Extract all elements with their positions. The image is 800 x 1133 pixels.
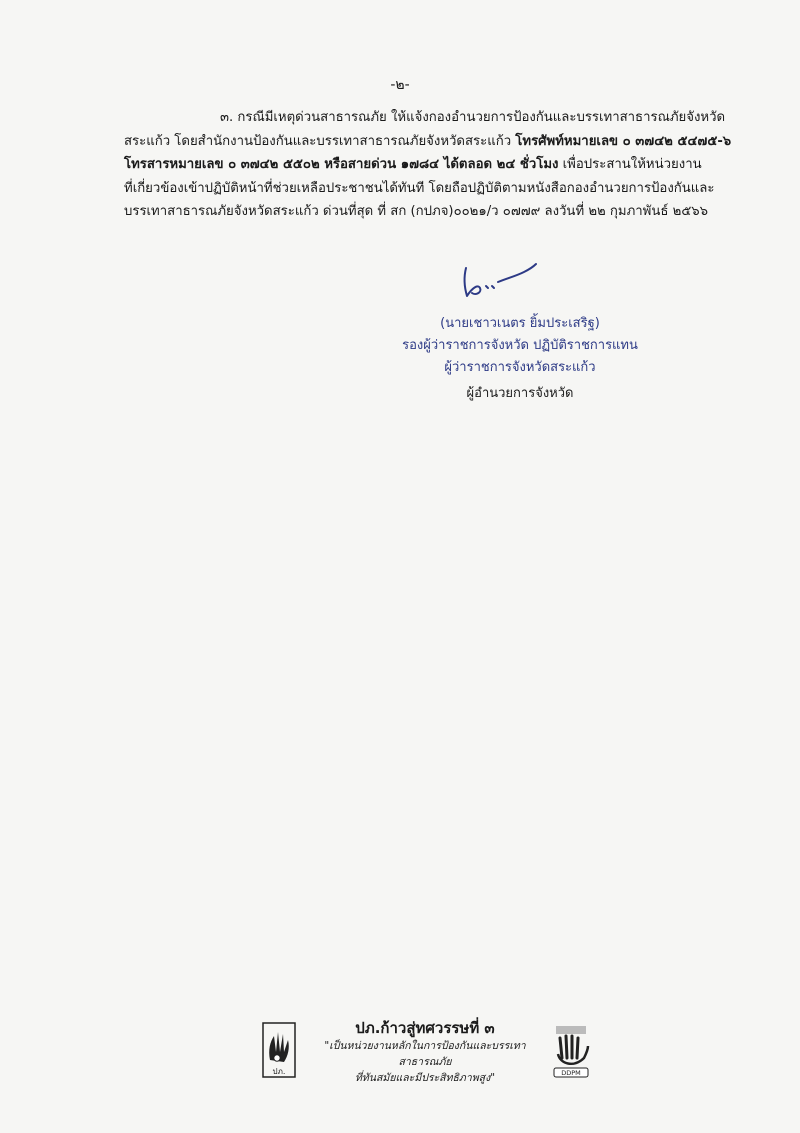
authority-title: ผู้อำนวยการจังหวัด xyxy=(466,386,574,401)
ddpm-emblem-icon xyxy=(550,1024,592,1078)
page-number: -๒- xyxy=(390,77,410,93)
fax-hotline-text: โทรสารหมายเลข ๐ ๓๗๔๒ ๕๕๐๒ หรือสายด่วน ๑๗๘๔ ได้ตลอด ๒๔ ชั่วโมง xyxy=(124,157,559,173)
svg-text:DDPM: DDPM xyxy=(561,1069,581,1077)
slogan xyxy=(302,1018,548,1086)
paragraph-line-5: บรรเทาสาธารณภัยจังหวัดสระแก้ว ด่วนที่สุด ที่ สก (กปภจ)๐๐๒๑/ว ๐๗๗๙ ลงวันที่ ๒๒ กุมภาพันธ์ ๒๕๖๖ xyxy=(124,204,709,220)
handwritten-signature xyxy=(458,258,542,308)
paragraph-line-4: ที่เกี่ยวข้องเข้าปฏิบัติหน้าที่ช่วยเหลือประชาชนได้ทันที โดยถือปฏิบัติตามหนังสือกองอำนวยการป้องกันและ xyxy=(124,180,715,196)
paragraph-line-2-text: สระแก้ว โดยสำนักงานป้องกันและบรรเทาสาธารณภัยจังหวัดสระแก้ว xyxy=(124,133,516,149)
paragraph-line-1: ๓. กรณีมีเหตุด่วนสาธารณภัย ให้แจ้งกองอำนวยการป้องกันและบรรเทาสาธารณภัยจังหวัด xyxy=(220,110,726,125)
svg-text:ปภ.: ปภ. xyxy=(272,1067,286,1076)
ddpm-hand-logo-icon xyxy=(262,1022,296,1078)
paragraph-item-3 xyxy=(124,106,730,224)
paragraph-line-3 xyxy=(124,153,730,177)
paragraph-line-3-text: เพื่อประสานให้หน่วยงาน xyxy=(558,157,702,173)
slogan-line-2: ที่ทันสมัยและมีประสิทธิภาพสูง" xyxy=(354,1072,496,1084)
acting-for-title: ผู้ว่าราชการจังหวัดสระแก้ว xyxy=(444,360,596,375)
signer-name: (นายเชาวเนตร ยิ้มประเสริฐ) xyxy=(440,316,600,331)
paragraph-line-2 xyxy=(124,130,730,154)
slogan-line-1: "เป็นหน่วยงานหลักในการป้องกันและบรรเทาสาธารณภัย xyxy=(324,1040,526,1068)
footer-slogan-area xyxy=(262,1018,592,1084)
slogan-title: ปภ.ก้าวสู่ทศวรรษที่ ๓ xyxy=(355,1019,495,1037)
signer-position: รองผู้ว่าราชการจังหวัด ปฏิบัติราชการแทน xyxy=(402,338,638,353)
phone-number-text: โทรศัพท์หมายเลข ๐ ๓๗๔๒ ๕๔๗๕-๖ xyxy=(515,133,732,149)
